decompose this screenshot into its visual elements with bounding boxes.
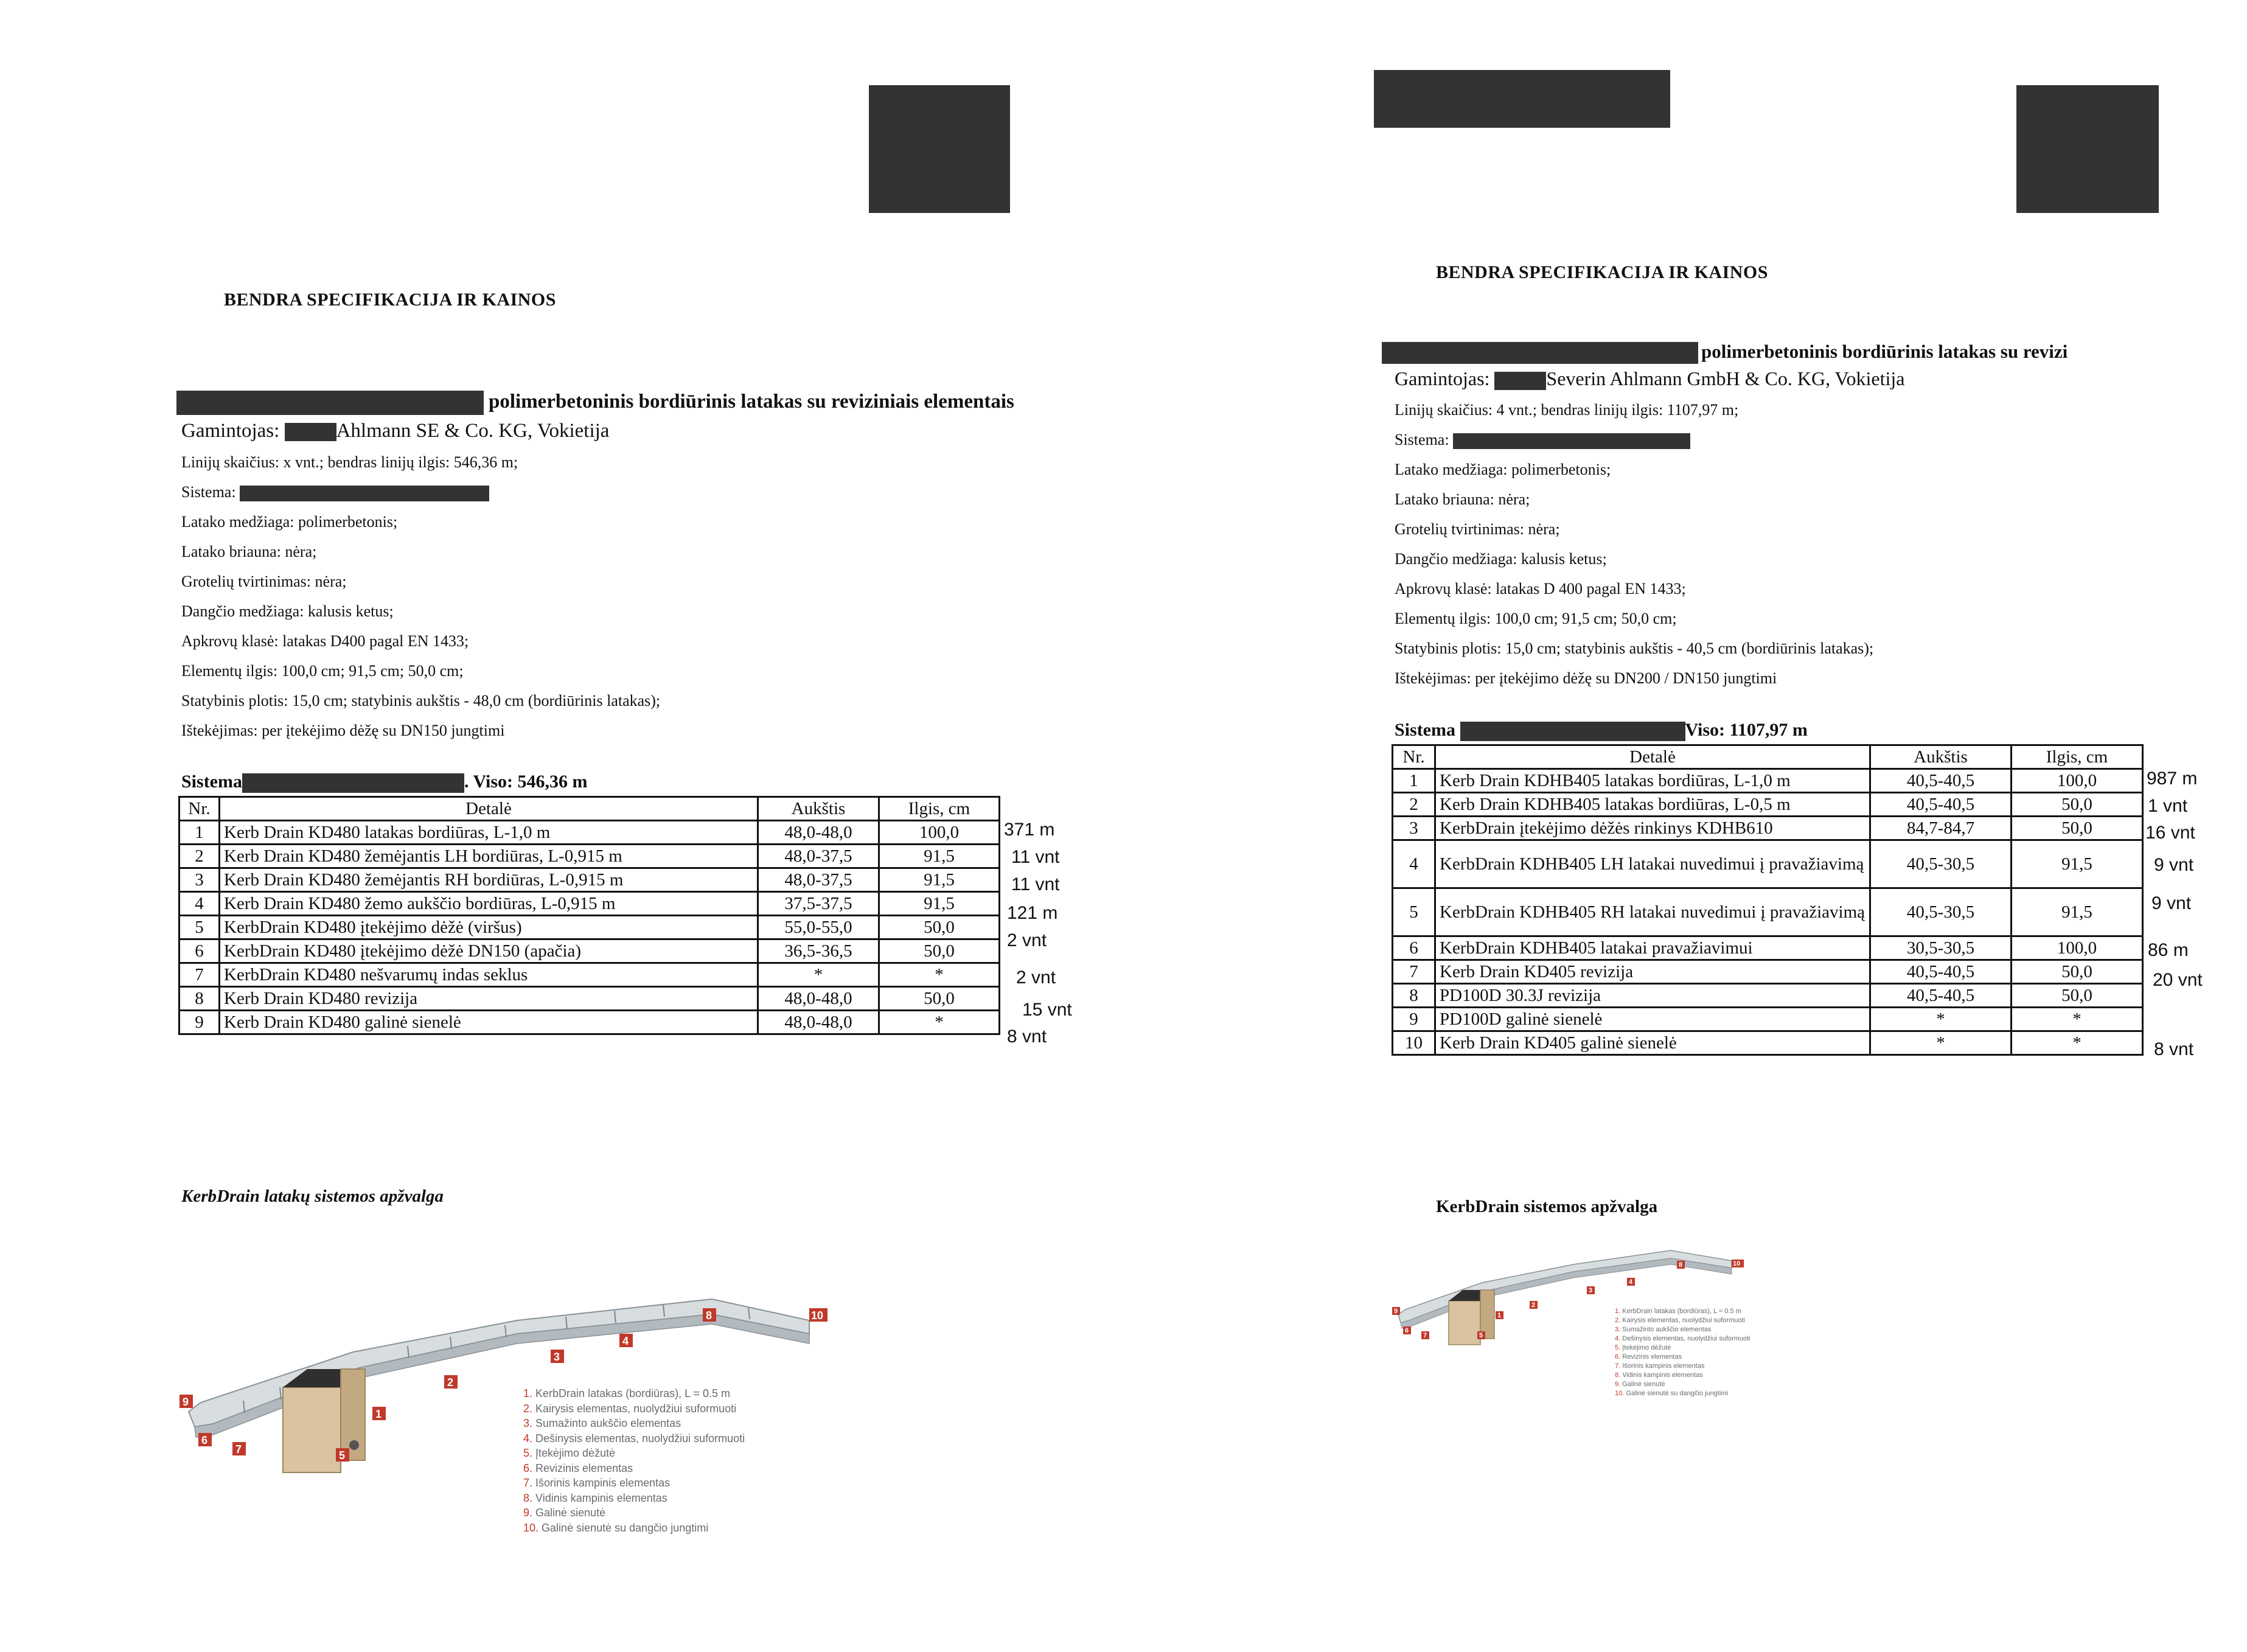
redacted-system [1453, 433, 1690, 449]
quantity-note: 11 vnt [1011, 847, 1060, 867]
cell-length: 91,5 [2012, 840, 2143, 888]
cell-height: * [758, 963, 879, 987]
table-row [1393, 1008, 2143, 1031]
manufacturer-label: Gamintojas: [181, 420, 280, 442]
legend-item: 5. Įtekėjimo dėžutė [1615, 1344, 1671, 1351]
diagram-legend [523, 1386, 745, 1535]
callout-4: 4 [1629, 1278, 1633, 1286]
legend-text: Kairysis elementas, nuolydžiui suformuoti [535, 1402, 737, 1415]
cell-length: 50,0 [879, 939, 1000, 963]
legend-item: 8. Vidinis kampinis elementas [1615, 1371, 1703, 1379]
callout-7: 7 [1423, 1332, 1427, 1339]
cell-detail: Kerb Drain KD480 galinė sienelė [220, 1011, 758, 1034]
header-height: Aukštis [1870, 745, 2012, 769]
system-total-line [1395, 720, 1808, 741]
left-page [0, 0, 1123, 1652]
legend-item: 4. Dešinysis elementas, nuolydžiui suformuoti [1615, 1335, 1751, 1342]
legend-item: 1. KerbDrain latakas (bordiūras), L = 0.5 m [523, 1387, 731, 1399]
header-height: Aukštis [758, 797, 879, 821]
right-page [1123, 0, 2247, 1652]
cell-nr: 9 [1393, 1008, 1435, 1031]
table-row [179, 821, 1000, 845]
redacted-system [240, 486, 489, 501]
cell-length: 50,0 [879, 916, 1000, 939]
table-row [179, 868, 1000, 892]
redacted-logo [2016, 85, 2159, 213]
table-header-row [1393, 745, 2143, 769]
callout-9: 9 [183, 1396, 189, 1408]
legend-text: Įtekėjimo dėžutė [535, 1447, 616, 1459]
header-length: Ilgis, cm [2012, 745, 2143, 769]
cell-detail: KerbDrain KDHB405 RH latakai nuvedimui į pravažiavimą [1435, 888, 1870, 936]
cell-detail: KerbDrain KD480 įtekėjimo dėžė (viršus) [220, 916, 758, 939]
legend-item: 2. Kairysis elementas, nuolydžiui suformuoti [523, 1402, 737, 1415]
overview-title: KerbDrain sistemos apžvalga [1436, 1197, 1658, 1216]
system-total-line [181, 772, 588, 793]
legend-item: 10. Galinė sienutė su dangčio jungtimi [523, 1521, 709, 1534]
cell-nr: 8 [1393, 984, 1435, 1008]
table-row [179, 916, 1000, 939]
spec-line-8: Elementų ilgis: 100,0 cm; 91,5 cm; 50,0 cm; [1395, 610, 1677, 627]
legend-text: Vidinis kampinis elementas [1622, 1371, 1703, 1379]
cell-nr: 3 [179, 868, 220, 892]
system-label: Sistema [181, 772, 242, 792]
legend-text: Revizinis elementas [535, 1462, 633, 1474]
legend-item: 8. Vidinis kampinis elementas [523, 1491, 667, 1504]
cell-nr: 4 [1393, 840, 1435, 888]
legend-item: 6. Revizinis elementas [523, 1462, 633, 1474]
callout-10: 10 [1733, 1260, 1741, 1267]
cell-nr: 10 [1393, 1031, 1435, 1055]
quantity-note: 8 vnt [1007, 1026, 1047, 1047]
diagram-legend [1615, 1307, 1751, 1398]
cell-nr: 9 [179, 1011, 220, 1034]
cell-nr: 4 [179, 892, 220, 916]
callout-5: 5 [339, 1449, 346, 1462]
spec-line-9: Statybinis plotis: 15,0 cm; statybinis aukštis - 40,5 cm (bordiūrinis latakas); [1395, 640, 1874, 657]
table-row [179, 1011, 1000, 1034]
table-row [179, 845, 1000, 868]
redacted-logo [869, 85, 1010, 213]
manufacturer [1395, 368, 1904, 390]
spec-system-label: Sistema: [1395, 431, 1449, 448]
quantity-note: 1 vnt [2148, 796, 2188, 816]
spec-line-3: Latako medžiaga: polimerbetonis; [181, 513, 398, 531]
table-row [1393, 888, 2143, 936]
callout-3: 3 [1589, 1287, 1593, 1294]
cell-nr: 2 [179, 845, 220, 868]
legend-text: Revizinis elementas [1622, 1353, 1682, 1361]
overview-title: KerbDrain latakų sistemos apžvalga [181, 1187, 444, 1206]
cell-height: 48,0-37,5 [758, 868, 879, 892]
spec-line-1: Linijų skaičius: x vnt.; bendras linijų ilgis: 546,36 m; [181, 453, 518, 471]
page-title: BENDRA SPECIFIKACIJA IR KAINOS [224, 290, 556, 310]
cell-height: 40,5-40,5 [1870, 960, 2012, 984]
cell-detail: Kerb Drain KD480 žemėjantis LH bordiūras, L-0,915 m [220, 845, 758, 868]
cell-length: * [2012, 1008, 2143, 1031]
table-row [1393, 840, 2143, 888]
quantity-note: 121 m [1007, 903, 1058, 923]
quantity-note: 987 m [2147, 768, 2198, 789]
header-nr: Nr. [1393, 745, 1435, 769]
callout-7: 7 [235, 1443, 242, 1455]
cell-length: 91,5 [879, 892, 1000, 916]
cell-detail: Kerb Drain KD480 žemo aukščio bordiūras, L-0,915 m [220, 892, 758, 916]
callout-3: 3 [554, 1351, 560, 1363]
cell-length: * [879, 1011, 1000, 1034]
legend-text: Galinė sienutė [1622, 1381, 1665, 1388]
cell-height: 55,0-55,0 [758, 916, 879, 939]
legend-text: Įtekėjimo dėžutė [1622, 1344, 1671, 1351]
callout-1: 1 [375, 1408, 382, 1420]
cell-nr: 8 [179, 987, 220, 1011]
product-line: polimerbetoninis bordiūrinis latakas su reviziniais elementais [489, 391, 1014, 413]
legend-item: 3. Sumažinto aukščio elementas [1615, 1326, 1712, 1333]
spec-line-4: Latako briauna: nėra; [181, 543, 317, 560]
cell-height: 48,0-48,0 [758, 1011, 879, 1034]
inlet-box [283, 1369, 365, 1473]
manufacturer [181, 420, 609, 442]
cell-detail: PD100D galinė sienelė [1435, 1008, 1870, 1031]
cell-height: 40,5-40,5 [1870, 984, 2012, 1008]
callout-8: 8 [706, 1309, 712, 1322]
table-row [1393, 817, 2143, 840]
callout-4: 4 [622, 1335, 629, 1347]
cell-height: * [1870, 1031, 2012, 1055]
legend-item: 9. Galinė sienutė [1615, 1381, 1665, 1388]
table-row [1393, 793, 2143, 817]
cell-nr: 1 [1393, 769, 1435, 793]
cell-length: 50,0 [2012, 984, 2143, 1008]
spec-line-4: Latako briauna: nėra; [1395, 490, 1530, 508]
cell-nr: 3 [1393, 817, 1435, 840]
quantity-note: 2 vnt [1007, 930, 1047, 950]
redacted-product-name [1382, 342, 1698, 364]
spec-line-2 [181, 483, 489, 501]
page-title: BENDRA SPECIFIKACIJA IR KAINOS [1436, 262, 1768, 282]
cell-height: 37,5-37,5 [758, 892, 879, 916]
cell-detail: PD100D 30.3J revizija [1435, 984, 1870, 1008]
callout-9: 9 [1394, 1308, 1398, 1315]
legend-text: Vidinis kampinis elementas [535, 1491, 667, 1504]
cell-nr: 6 [179, 939, 220, 963]
legend-item: 9. Galinė sienutė [523, 1507, 606, 1519]
cell-detail: Kerb Drain KD480 revizija [220, 987, 758, 1011]
header-detail: Detalė [1435, 745, 1870, 769]
cell-length: 50,0 [2012, 793, 2143, 817]
table-row [1393, 984, 2143, 1008]
table-row [1393, 936, 2143, 960]
cell-detail: KerbDrain KD480 įtekėjimo dėžė DN150 (apačia) [220, 939, 758, 963]
legend-text: Išorinis kampinis elementas [535, 1477, 671, 1489]
cell-detail: Kerb Drain KD405 revizija [1435, 960, 1870, 984]
legend-item: 5. Įtekėjimo dėžutė [523, 1447, 616, 1459]
cell-detail: KerbDrain įtekėjimo dėžės rinkinys KDHB610 [1435, 817, 1870, 840]
product-line: polimerbetoninis bordiūrinis latakas su revizi [1701, 341, 2068, 362]
cell-detail: Kerb Drain KD480 latakas bordiūras, L-1,0 m [220, 821, 758, 845]
legend-text: Kairysis elementas, nuolydžiui suformuoti [1622, 1317, 1746, 1324]
cell-nr: 2 [1393, 793, 1435, 817]
table-row [179, 987, 1000, 1011]
redacted-product-name [176, 391, 484, 415]
header-length: Ilgis, cm [879, 797, 1000, 821]
cell-height: 36,5-36,5 [758, 939, 879, 963]
cell-length: 50,0 [2012, 960, 2143, 984]
legend-item: 4. Dešinysis elementas, nuolydžiui suformuoti [523, 1432, 745, 1445]
table-row [179, 939, 1000, 963]
legend-text: KerbDrain latakas (bordiūras), L = 0.5 m [535, 1387, 731, 1399]
quantity-note: 15 vnt [1022, 1000, 1072, 1020]
manufacturer-name: Severin Ahlmann GmbH & Co. KG, Vokietija [1546, 368, 1905, 389]
quantity-note: 86 m [2148, 940, 2189, 960]
legend-text: Galinė sienutė [535, 1507, 606, 1519]
cell-detail: KerbDrain KD480 nešvarumų indas seklus [220, 963, 758, 987]
cell-nr: 7 [179, 963, 220, 987]
legend-item: 2. Kairysis elementas, nuolydžiui suformuoti [1615, 1317, 1746, 1324]
cell-length: 50,0 [2012, 817, 2143, 840]
table-row [179, 963, 1000, 987]
legend-text: Sumažinto aukščio elementas [1622, 1326, 1712, 1333]
spec-line-6: Dangčio medžiaga: kalusis ketus; [181, 602, 394, 620]
cell-height: 40,5-40,5 [1870, 793, 2012, 817]
cell-detail: Kerb Drain KDHB405 latakas bordiūras, L-0,5 m [1435, 793, 1870, 817]
cell-height: 48,0-48,0 [758, 987, 879, 1011]
legend-text: KerbDrain latakas (bordiūras), L = 0.5 m [1622, 1308, 1741, 1315]
cell-length: * [879, 963, 1000, 987]
cell-length: 100,0 [879, 821, 1000, 845]
table-row [179, 892, 1000, 916]
callout-8: 8 [1679, 1261, 1683, 1269]
inlet-box [1449, 1290, 1494, 1345]
quantity-note: 8 vnt [2154, 1039, 2194, 1059]
callout-5: 5 [1479, 1332, 1483, 1339]
system-total: . Viso: 546,36 m [464, 772, 588, 792]
legend-text: Dešinysis elementas, nuolydžiui suformuoti [1622, 1335, 1751, 1342]
spec-line-9: Statybinis plotis: 15,0 cm; statybinis aukštis - 48,0 cm (bordiūrinis latakas); [181, 692, 661, 709]
callout-2: 2 [1531, 1302, 1536, 1309]
legend-item: 6. Revizinis elementas [1615, 1353, 1682, 1361]
redacted-system-name [1460, 722, 1685, 741]
spec-line-10: Ištekėjimas: per įtekėjimo dėžę su DN150 jungtimi [181, 722, 505, 739]
quantity-note: 11 vnt [1011, 874, 1060, 894]
redacted-header [1374, 70, 1670, 128]
spec-line-1: Linijų skaičius: 4 vnt.; bendras linijų ilgis: 1107,97 m; [1395, 401, 1739, 419]
table-header-row [179, 797, 1000, 821]
manufacturer-name: Ahlmann SE & Co. KG, Vokietija [336, 420, 610, 442]
legend-item: 7. Išorinis kampinis elementas [523, 1477, 671, 1489]
cell-length: 91,5 [879, 868, 1000, 892]
system-total: Viso: 1107,97 m [1685, 720, 1808, 740]
table-row [1393, 769, 2143, 793]
cell-nr: 7 [1393, 960, 1435, 984]
cell-nr: 1 [179, 821, 220, 845]
cell-length: 91,5 [879, 845, 1000, 868]
legend-text: Išorinis kampinis elementas [1622, 1362, 1705, 1370]
callout-6: 6 [1405, 1327, 1409, 1334]
spec-line-8: Elementų ilgis: 100,0 cm; 91,5 cm; 50,0 cm; [181, 662, 464, 680]
cell-detail: Kerb Drain KD405 galinė sienelė [1435, 1031, 1870, 1055]
callout-1: 1 [1497, 1312, 1502, 1319]
legend-text: Galinė sienutė su dangčio jungtimi [1626, 1390, 1728, 1397]
quantity-note: 2 vnt [1016, 967, 1056, 988]
cell-length: 100,0 [2012, 769, 2143, 793]
cell-height: 48,0-48,0 [758, 821, 879, 845]
spec-line-5: Grotelių tvirtinimas: nėra; [1395, 520, 1560, 538]
cell-length: 100,0 [2012, 936, 2143, 960]
redacted-system-name [242, 773, 464, 793]
legend-text: Sumažinto aukščio elementas [535, 1417, 681, 1429]
table-row [1393, 1031, 2143, 1055]
spec-line-6: Dangčio medžiaga: kalusis ketus; [1395, 550, 1607, 568]
spec-line-5: Grotelių tvirtinimas: nėra; [181, 573, 347, 590]
cell-detail: Kerb Drain KDHB405 latakas bordiūras, L-1,0 m [1435, 769, 1870, 793]
cell-height: 84,7-84,7 [1870, 817, 2012, 840]
header-detail: Detalė [220, 797, 758, 821]
cell-nr: 6 [1393, 936, 1435, 960]
spec-line-10: Ištekėjimas: per įtekėjimo dėžę su DN200 / DN150 jungtimi [1395, 669, 1777, 687]
legend-item: 7. Išorinis kampinis elementas [1615, 1362, 1705, 1370]
quantity-note: 9 vnt [2154, 855, 2194, 875]
spec-line-7: Apkrovų klasė: latakas D400 pagal EN 1433; [181, 632, 469, 650]
callout-10: 10 [811, 1309, 824, 1322]
spec-system-label: Sistema: [181, 483, 236, 501]
cell-nr: 5 [1393, 888, 1435, 936]
spec-line-7: Apkrovų klasė: latakas D 400 pagal EN 1433; [1395, 580, 1686, 598]
quantity-note: 9 vnt [2151, 893, 2192, 913]
cell-height: * [1870, 1008, 2012, 1031]
cell-detail: KerbDrain KDHB405 latakai pravažiavimui [1435, 936, 1870, 960]
spec-line-2 [1395, 431, 1690, 449]
cell-height: 30,5-30,5 [1870, 936, 2012, 960]
cell-height: 48,0-37,5 [758, 845, 879, 868]
quantity-note: 371 m [1004, 820, 1055, 840]
callout-6: 6 [201, 1434, 208, 1446]
cell-length: 91,5 [2012, 888, 2143, 936]
redacted-manufacturer-prefix [1494, 372, 1546, 390]
cell-length: * [2012, 1031, 2143, 1055]
spec-table [178, 796, 1000, 1035]
cell-detail: Kerb Drain KD480 žemėjantis RH bordiūras, L-0,915 m [220, 868, 758, 892]
table-row [1393, 960, 2143, 984]
cell-height: 40,5-30,5 [1870, 840, 2012, 888]
legend-text: Galinė sienutė su dangčio jungtimi [542, 1521, 709, 1534]
spec-line-3: Latako medžiaga: polimerbetonis; [1395, 461, 1611, 478]
legend-text: Dešinysis elementas, nuolydžiui suformuoti [535, 1432, 745, 1445]
legend-item: 10. Galinė sienutė su dangčio jungtimi [1615, 1390, 1728, 1397]
quantity-note: 16 vnt [2145, 823, 2195, 843]
cell-nr: 5 [179, 916, 220, 939]
manufacturer-label: Gamintojas: [1395, 368, 1490, 389]
redacted-manufacturer-prefix [285, 423, 336, 441]
system-label: Sistema [1395, 720, 1455, 740]
spec-table [1392, 744, 2144, 1056]
header-nr: Nr. [179, 797, 220, 821]
cell-detail: KerbDrain KDHB405 LH latakai nuvedimui į pravažiavimą [1435, 840, 1870, 888]
legend-item: 3. Sumažinto aukščio elementas [523, 1417, 681, 1429]
cell-height: 40,5-30,5 [1870, 888, 2012, 936]
quantity-note: 20 vnt [2153, 970, 2203, 990]
cell-height: 40,5-40,5 [1870, 769, 2012, 793]
cell-length: 50,0 [879, 987, 1000, 1011]
callout-2: 2 [447, 1376, 454, 1389]
legend-item: 1. KerbDrain latakas (bordiūras), L = 0.5 m [1615, 1308, 1741, 1315]
